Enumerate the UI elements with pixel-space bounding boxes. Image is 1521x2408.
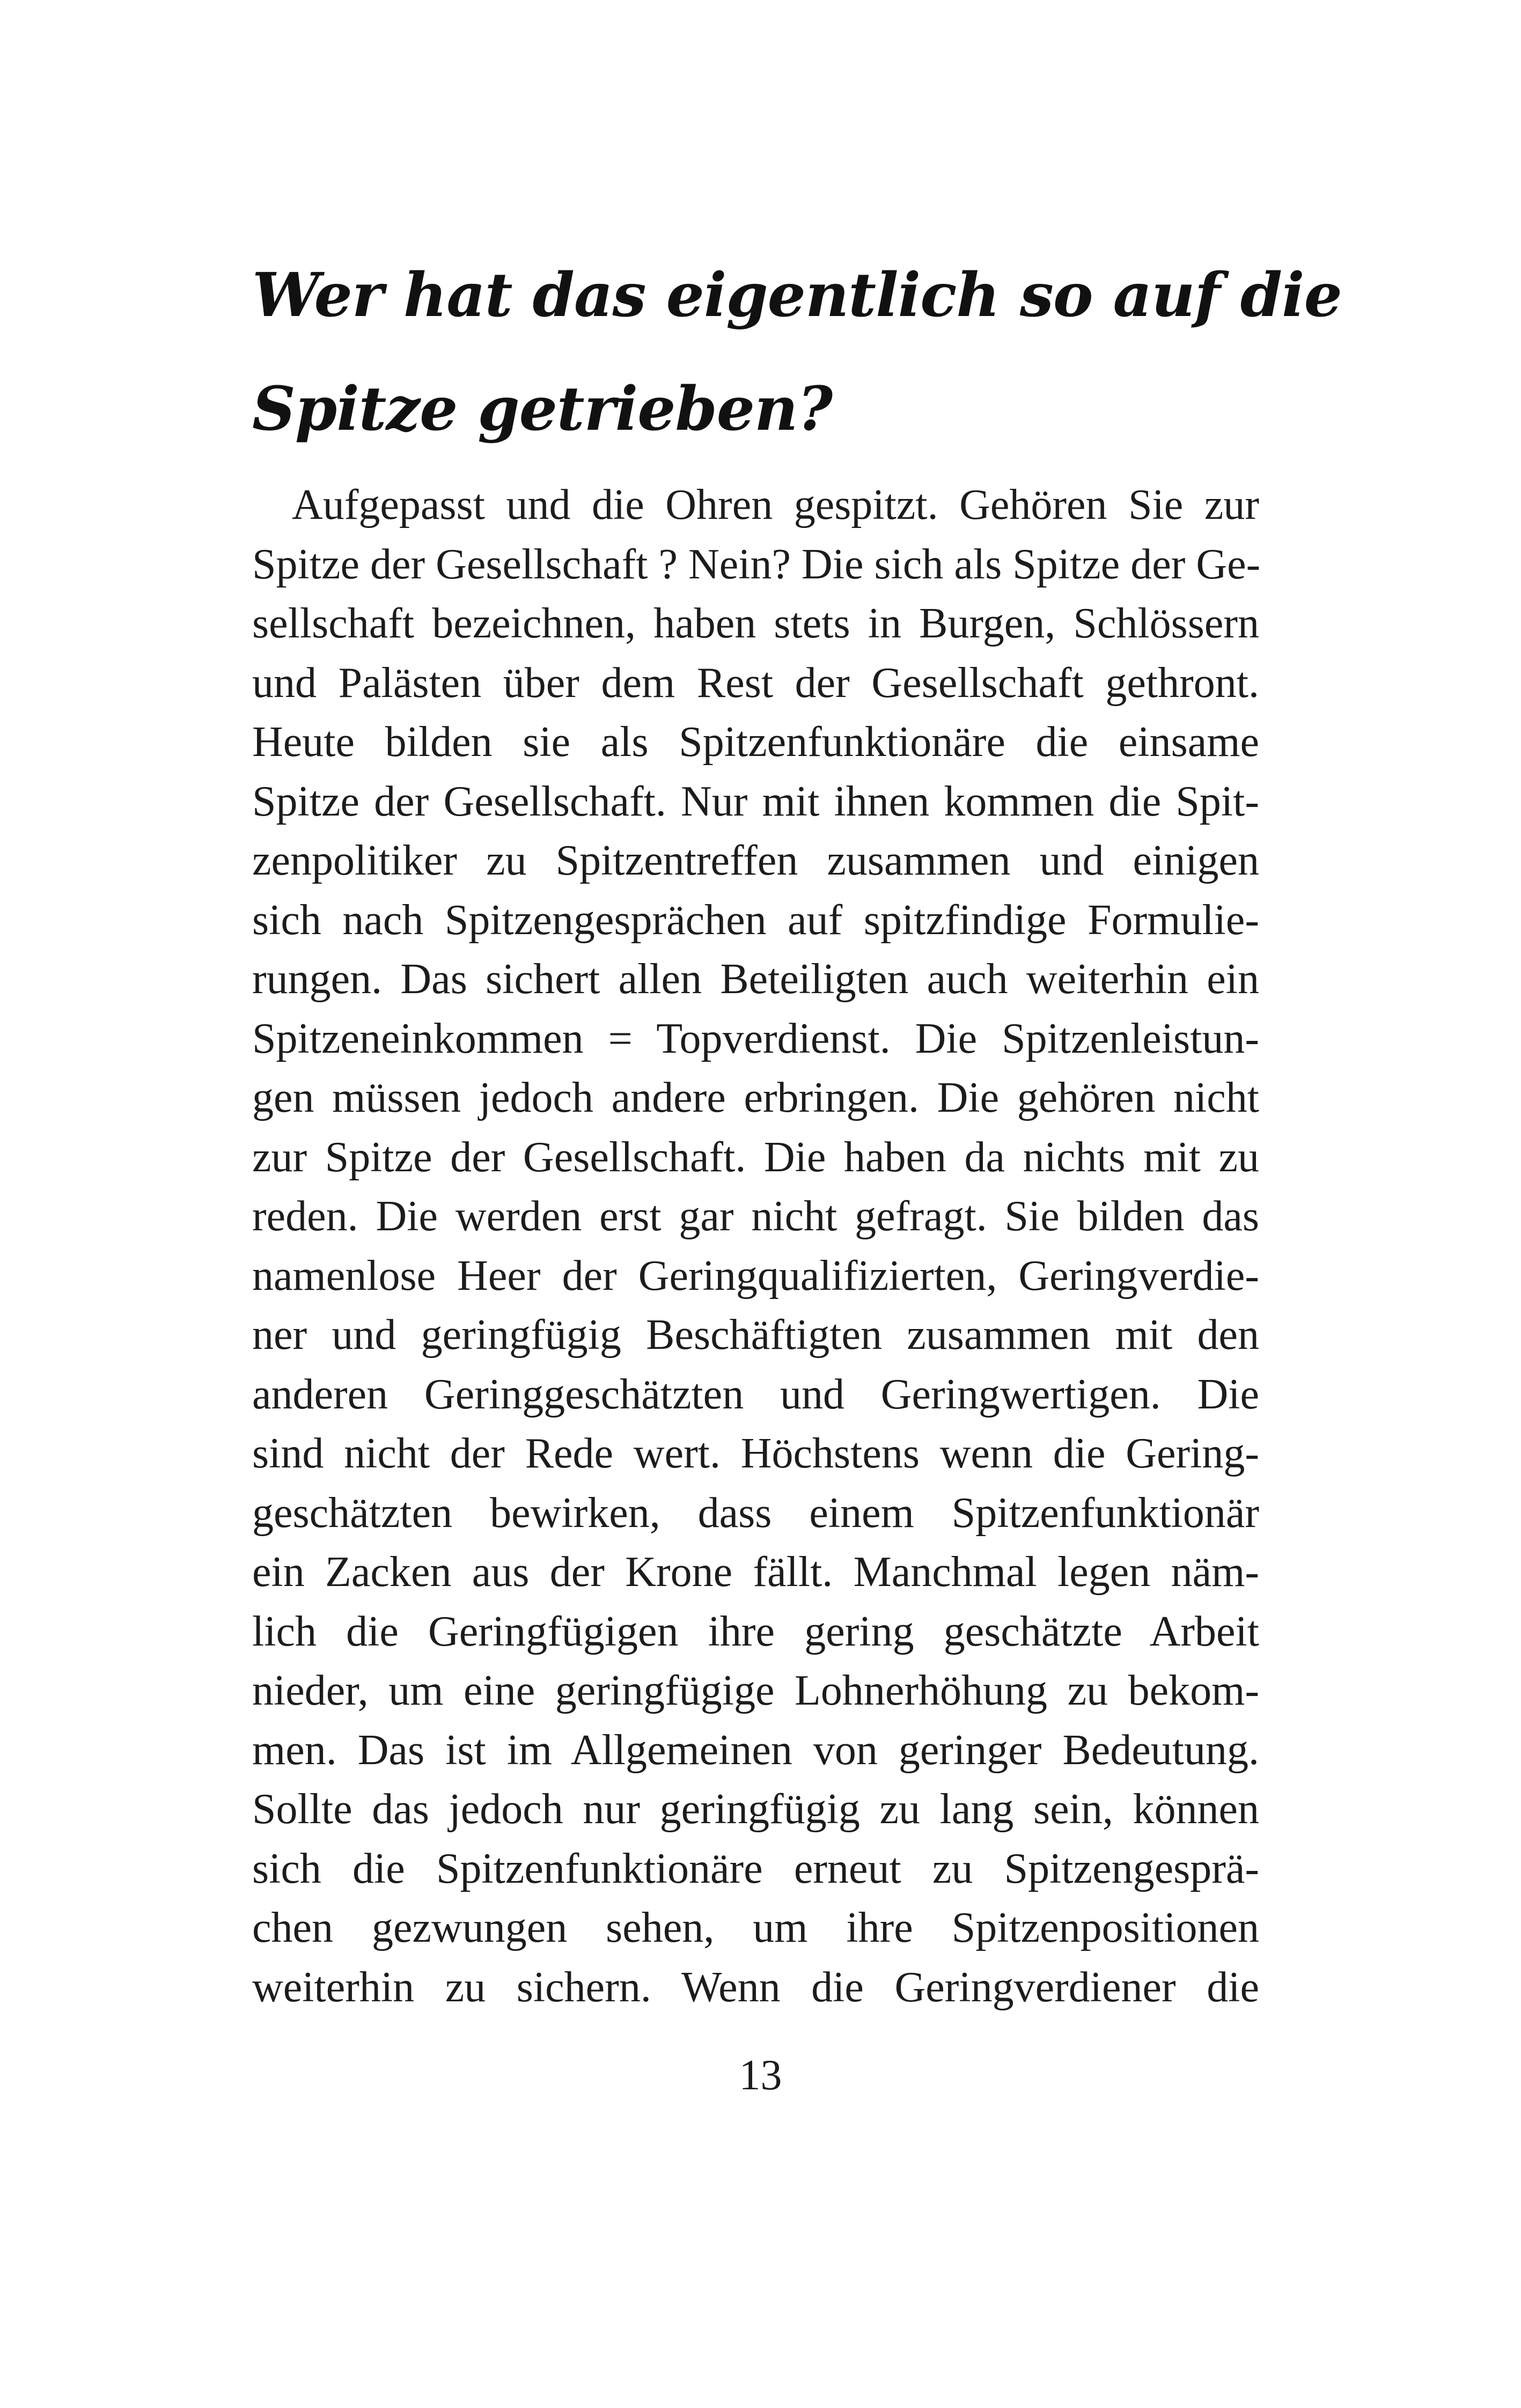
text-line: ein Zacken aus der Krone fällt. Manchmal legen näm- <box>252 1548 1259 1596</box>
text-line: reden. Die werden erst gar nicht gefragt. Sie bilden das <box>252 1193 1259 1240</box>
text-line: zenpolitiker zu Spitzentreffen zusammen und einigen <box>252 837 1259 884</box>
chapter-title-line: Wer hat das eigentlich so auf die <box>252 260 1342 331</box>
text-line: Spitze der Gesellschaft ? Nein? Die sich als Spitze der Ge- <box>252 540 1261 588</box>
text-line: men. Das ist im Allgemeinen von geringer Bedeutung. <box>252 1726 1259 1774</box>
text-line: Sollte das jedoch nur geringfügig zu lang sein, können <box>252 1786 1259 1833</box>
text-line: lich die Geringfügigen ihre gering geschätzte Arbeit <box>252 1607 1259 1655</box>
text-line: nieder, um eine geringfügige Lohnerhöhung zu bekom- <box>252 1667 1259 1714</box>
text-line: und Palästen über dem Rest der Gesellschaft gethront. <box>252 659 1259 707</box>
text-line: ner und geringfügig Beschäftigten zusammen mit den <box>252 1311 1259 1359</box>
text-line: Spitze der Gesellschaft. Nur mit ihnen kommen die Spit- <box>252 777 1259 825</box>
text-line: sich die Spitzenfunktionäre erneut zu Spitzengesprä- <box>252 1845 1259 1892</box>
text-line: rungen. Das sichert allen Beteiligten auch weiterhin ein <box>252 956 1259 1003</box>
body-paragraph <box>252 475 1259 2017</box>
chapter-title-line: Spitze getrieben? <box>252 374 833 444</box>
text-line: anderen Geringgeschätzten und Geringwertigen. Die <box>252 1370 1259 1418</box>
text-line: sind nicht der Rede wert. Höchstens wenn die Gering- <box>252 1430 1259 1477</box>
text-line: namenlose Heer der Geringqualifizierten, Geringverdie- <box>252 1252 1259 1300</box>
text-line: zur Spitze der Gesellschaft. Die haben da nichts mit zu <box>252 1133 1259 1181</box>
chapter-title <box>252 239 1342 466</box>
text-line: sich nach Spitzengesprächen auf spitzfindige Formulie- <box>252 896 1259 944</box>
text-line: Spitzeneinkommen = Topverdienst. Die Spitzenleistun- <box>252 1015 1259 1062</box>
text-line: gen müssen jedoch andere erbringen. Die gehören nicht <box>252 1074 1259 1121</box>
text-line: Heute bilden sie als Spitzenfunktionäre die einsame <box>252 718 1259 766</box>
text-line: sellschaft bezeichnen, haben stets in Burgen, Schlössern <box>252 600 1259 647</box>
text-line: Aufgepasst und die Ohren gespitzt. Gehören Sie zur <box>292 481 1259 528</box>
text-line: weiterhin zu sichern. Wenn die Geringverdiener die <box>252 1963 1259 2011</box>
text-line: geschätzten bewirken, dass einem Spitzenfunktionär <box>252 1489 1259 1537</box>
page-number: 13 <box>739 2052 782 2099</box>
text-line: chen gezwungen sehen, um ihre Spitzenpositionen <box>252 1904 1259 1951</box>
